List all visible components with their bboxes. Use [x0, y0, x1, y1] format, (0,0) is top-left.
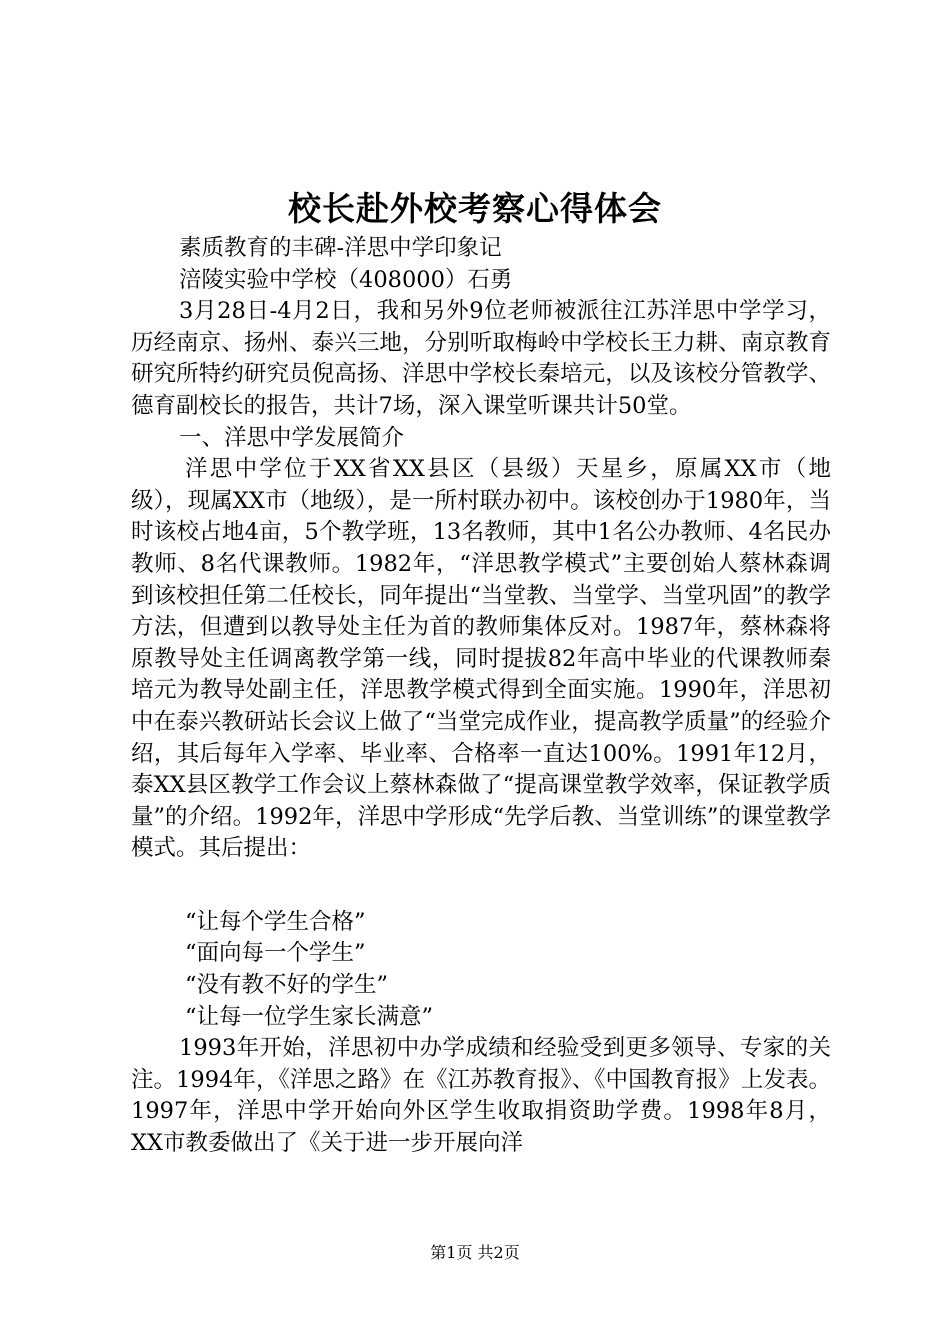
subtitle-line: 素质教育的丰碑-洋思中学印象记	[179, 235, 502, 261]
slogan-line: “让每一位学生家长满意”	[185, 1003, 434, 1030]
slogan-line: “让每个学生合格”	[185, 908, 366, 935]
paragraph-gap	[131, 865, 831, 907]
slogan-line: “没有教不好的学生”	[185, 972, 389, 999]
document-body	[131, 233, 831, 1160]
document-title: 校长赴外校考察心得体会	[288, 189, 662, 228]
intro-paragraph: 3月28日-4月2日，我和另外9位老师被派往江苏洋思中学学习，历经南京、扬州、泰兴三地，分别听取梅岭中学校长王力耕、南京教育研究所特约研究员倪高扬、洋思中学校长秦培元，以及该校分管教学、德育副校长的报告，共计7场，深入课堂听课共计50堂。	[131, 298, 831, 419]
author-line: 涪陵实验中学校（408000）石勇	[179, 266, 513, 293]
slogan-line: “面向每一个学生”	[185, 940, 366, 967]
history-paragraph: 洋思中学位于XX省XX县区（县级）天星乡，原属XX市（地级），现属XX市（地级），是一所村联办初中。该校创办于1980年，当时该校占地4亩，5个教学班，13名教师，其中1名公办教师、4名民办教师、8名代课教师。1982年，“洋思教学模式”主要创始人蔡林森调到该校担任第二任校长，同年提出“当堂教、当堂学、当堂巩固”的教学方法，但遭到以教导处主任为首的教师集体反对。1987年，蔡林森将原教导处主任调离教学第一线，同时提拔82年高中毕业的代课教师秦培元为教导处副主任，洋思教学模式得到全面实施。1990年，洋思初中在泰兴教研站长会议上做了“当堂完成作业，提高教学质量”的经验介绍，其后每年入学率、毕业率、合格率一直达100%。1991年12月，泰XX县区教学工作会议上蔡林森做了“提高课堂教学效率，保证教学质量”的介绍。1992年，洋思中学形成“先学后教、当堂训练”的课堂教学模式。其后提出：	[131, 456, 831, 862]
page-footer: 第1页 共2页	[430, 1243, 520, 1262]
later-paragraph: 1993年开始，洋思初中办学成绩和经验受到更多领导、专家的关注。1994年，《洋思之路》在《江苏教育报》、《中国教育报》上发表。1997年，洋思中学开始向外区学生收取捐资助学费。1998年8月，XX市教委做出了《关于进一步开展向洋	[131, 1035, 831, 1157]
section-heading: 一、洋思中学发展简介	[179, 424, 405, 451]
